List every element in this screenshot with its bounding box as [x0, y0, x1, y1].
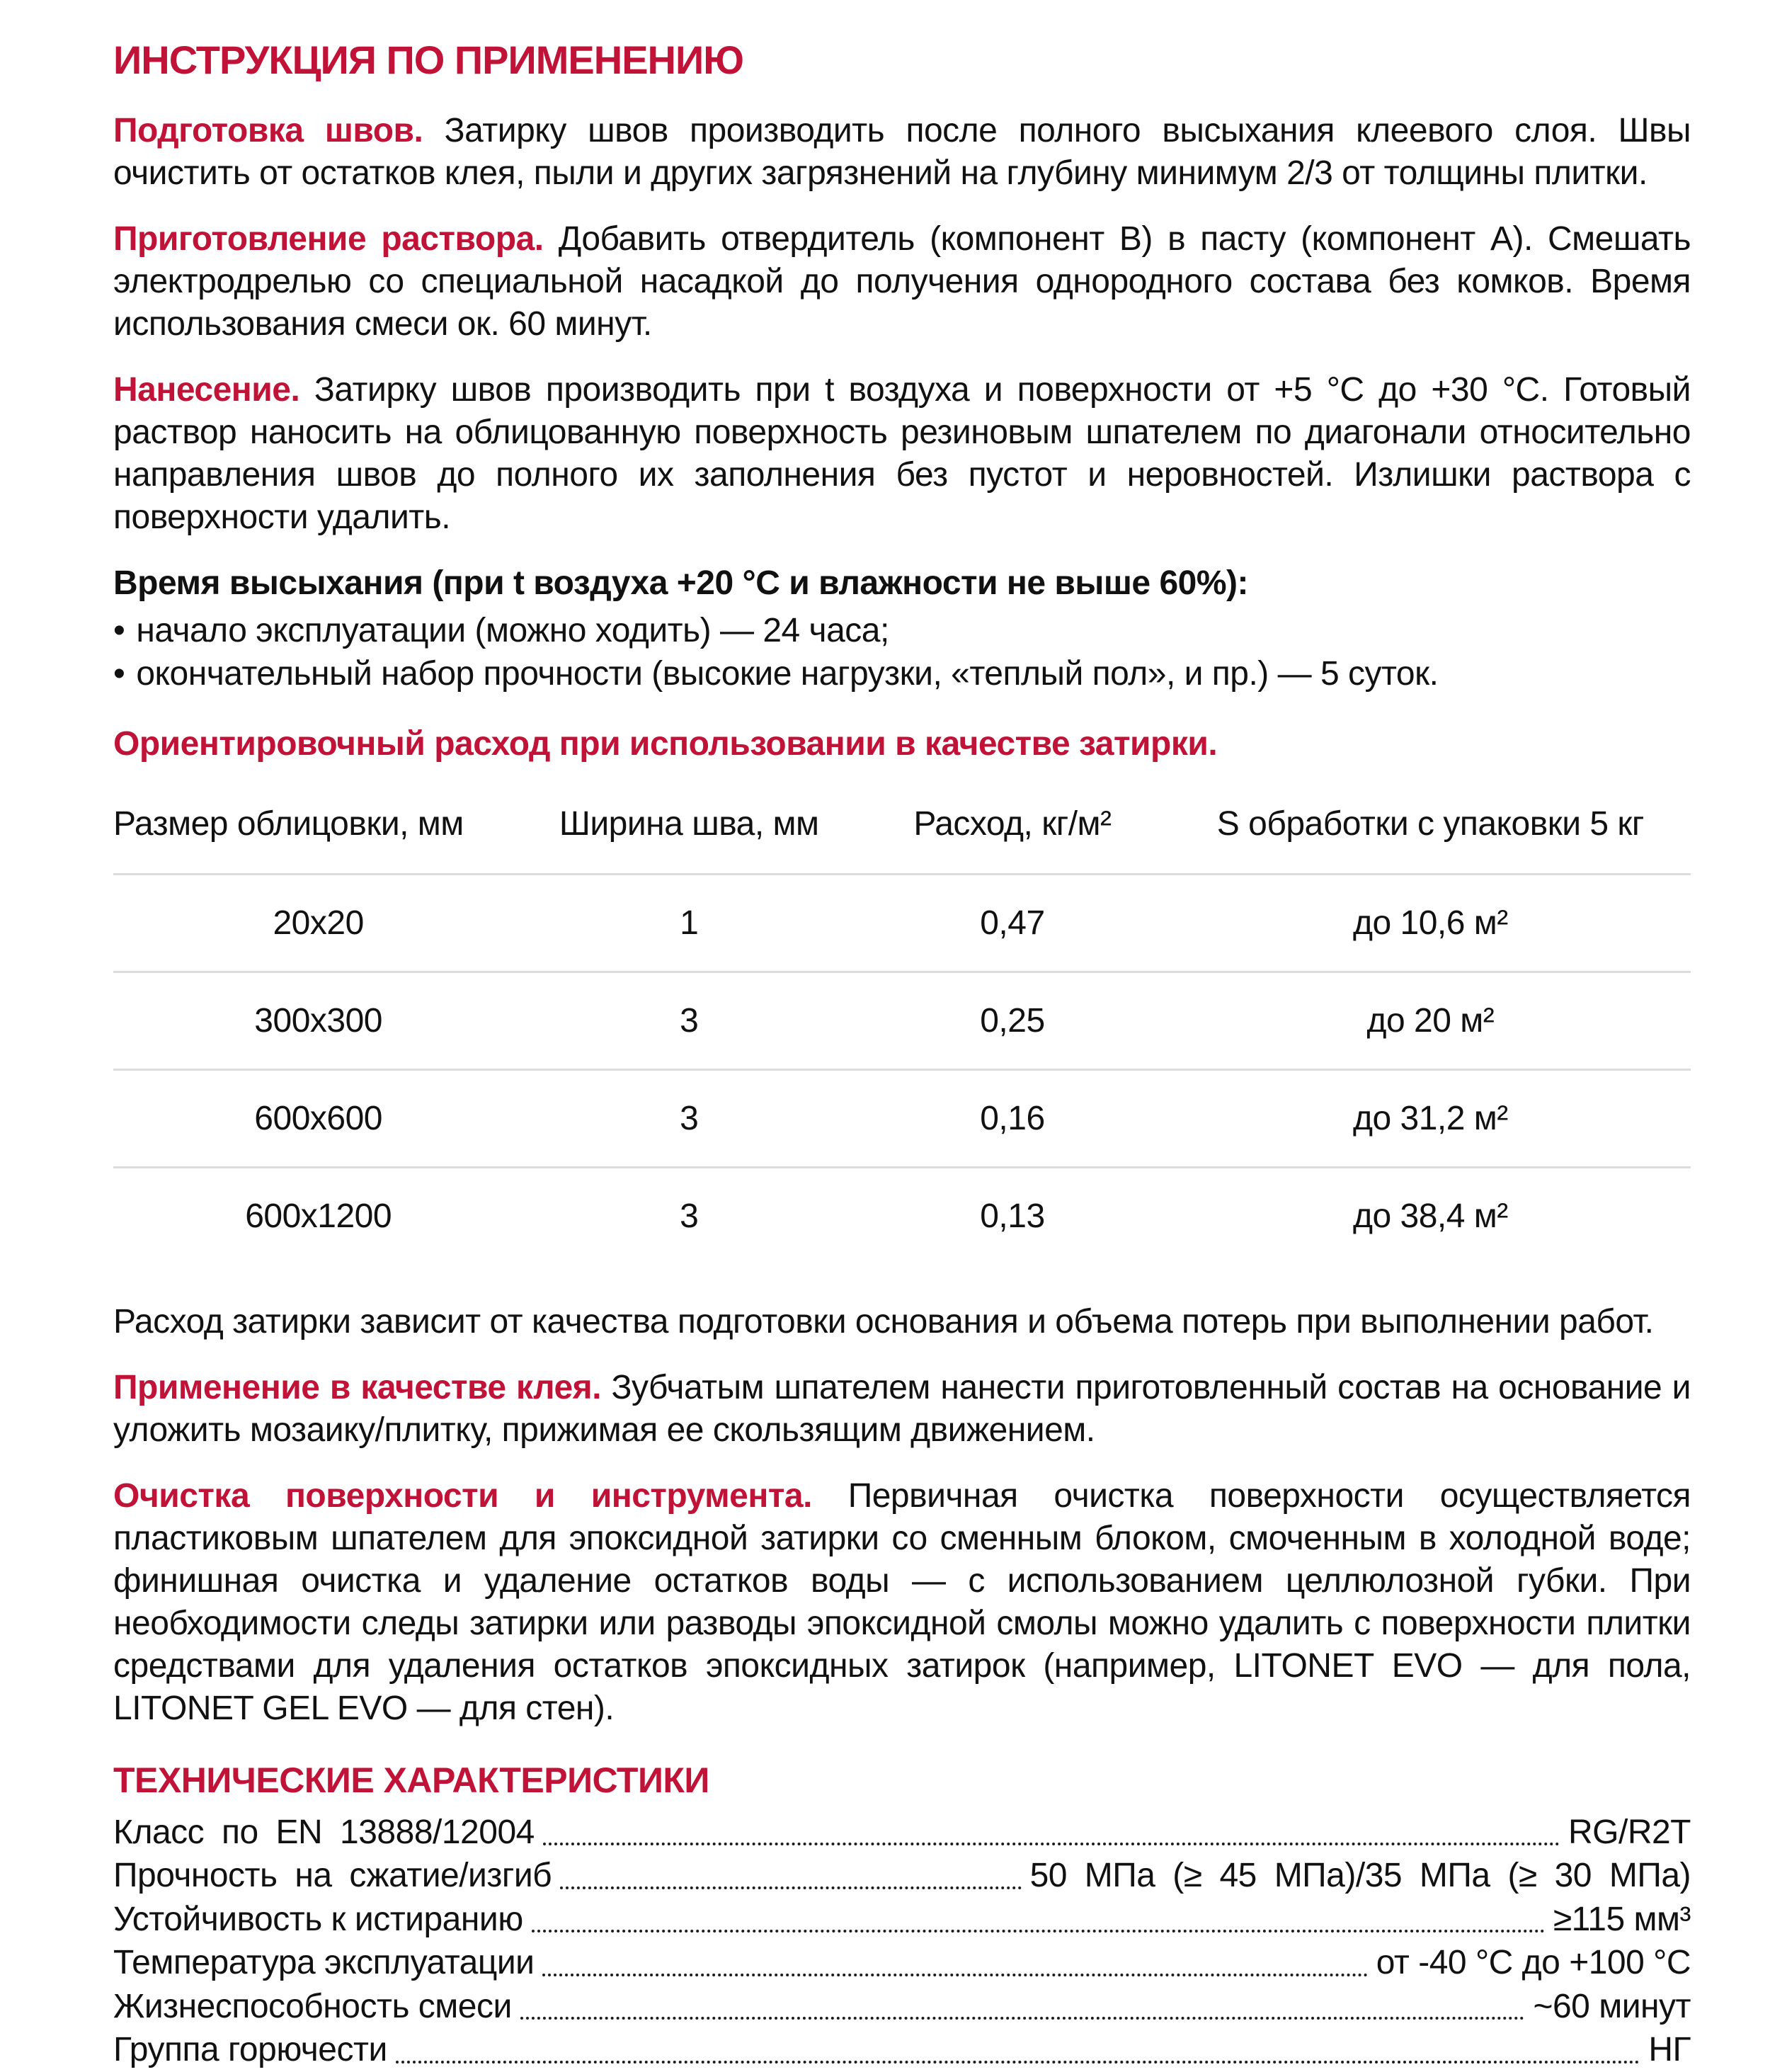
- consumption-note: Расход затирки зависит от качества подготовки основания и объема потерь при выполнении работ.: [113, 1302, 1654, 1340]
- paragraph-application: [113, 369, 1691, 539]
- dot-leader: [543, 1843, 1560, 1845]
- table-cell: 0,47: [980, 904, 1045, 942]
- page-title: ИНСТРУКЦИЯ ПО ПРИМЕНЕНИЮ: [113, 38, 743, 82]
- consumption-table: [113, 804, 1691, 1264]
- spec-label: Температура эксплуатации: [113, 1944, 535, 1982]
- spec-value: 50 МПа (≥ 45 МПа)/35 МПа (≥ 30 МПа): [1029, 1857, 1691, 1895]
- spec-value: ~60 минут: [1533, 1987, 1691, 2025]
- table-row: [113, 972, 1691, 1069]
- list-item: [113, 652, 1691, 695]
- header-cell-consumption: Расход, кг/м²: [913, 804, 1112, 843]
- bullet-icon: •: [113, 655, 125, 693]
- paragraph-lead: Нанесение.: [113, 371, 300, 409]
- dot-leader: [542, 1974, 1367, 1976]
- spec-row-flammability: [113, 2028, 1691, 2071]
- consumption-table-body: [113, 874, 1691, 1264]
- spec-label: Класс по EN 13888/12004: [113, 1813, 535, 1851]
- table-cell: 3: [680, 1001, 699, 1040]
- dot-leader: [560, 1886, 1021, 1889]
- table-row: [113, 874, 1691, 972]
- table-row: [113, 1167, 1691, 1264]
- drying-bullet-list: [113, 609, 1691, 696]
- spec-label: Жизнеспособность смеси: [113, 1987, 512, 2025]
- paragraph-text: Затирку швов производить после полного высыхания клеевого слоя. Швы очистить от остатков клея, пыли и других загрязнений на глубину минимум 2/3 от толщины плитки.: [113, 112, 1691, 192]
- spec-label: Группа горючести: [113, 2031, 387, 2069]
- table-cell: 3: [680, 1099, 699, 1137]
- table-cell: 600x600: [254, 1099, 382, 1137]
- dot-leader: [532, 1930, 1545, 1932]
- paragraph-cleaning: [113, 1475, 1691, 1730]
- header-row: [113, 804, 1691, 875]
- paragraph-text: Затирку швов производить при t воздуха и поверхности от +5 °C до +30 °C. Готовый раствор наносить на облицованную поверхность резиновым шпателем по диагонали относительно направления швов до полного их заполнения без пустот и неровностей. Излишки раствора с поверхности удалить.: [113, 371, 1691, 536]
- dot-leader: [520, 2017, 1525, 2020]
- drying-time-heading: Время высыхания (при t воздуха +20 °C и влажности не выше 60%):: [113, 564, 1248, 602]
- table-cell: до 31,2 м²: [1352, 1099, 1508, 1137]
- dot-leader: [396, 2061, 1640, 2064]
- table-cell: 1: [680, 904, 699, 942]
- consumption-table-head: [113, 804, 1691, 875]
- paragraph-text: Добавить отвердитель (компонент B) в пасту (компонент A). Смешать электродрелью со специальной насадкой до получения однородного состава без комков. Время использования смеси ок. 60 минут.: [113, 220, 1691, 343]
- spec-value: от -40 °C до +100 °C: [1376, 1944, 1691, 1982]
- spec-value: RG/R2T: [1568, 1813, 1691, 1851]
- paragraph-lead: Приготовление раствора.: [113, 220, 544, 258]
- spec-label: Устойчивость к истиранию: [113, 1900, 523, 1938]
- table-cell: до 38,4 м²: [1352, 1197, 1508, 1235]
- spec-value: ≥115 мм³: [1553, 1900, 1691, 1938]
- table-cell: 3: [680, 1197, 699, 1235]
- table-row: [113, 1069, 1691, 1167]
- spec-row-class: [113, 1811, 1691, 1854]
- spec-row-pot-life: [113, 1985, 1691, 2028]
- specs-list: [113, 1811, 1691, 2072]
- paragraph-joint-preparation: [113, 110, 1691, 195]
- table-cell: 600x1200: [245, 1197, 392, 1235]
- table-cell: 300x300: [254, 1001, 382, 1040]
- spec-row-temperature: [113, 1941, 1691, 1984]
- paragraph-use-as-adhesive: [113, 1367, 1691, 1452]
- table-cell: 0,13: [980, 1197, 1045, 1235]
- table-cell: 20x20: [273, 904, 364, 942]
- paragraph-lead: Подготовка швов.: [113, 112, 423, 149]
- specs-heading: ТЕХНИЧЕСКИЕ ХАРАКТЕРИСТИКИ: [113, 1760, 709, 1800]
- list-item-text: начало эксплуатации (можно ходить) — 24 часа;: [136, 612, 889, 649]
- list-item-text: окончательный набор прочности (высокие нагрузки, «теплый пол», и пр.) — 5 суток.: [136, 655, 1439, 693]
- header-cell-joint-width: Ширина шва, мм: [559, 804, 819, 843]
- table-cell: 0,25: [980, 1001, 1045, 1040]
- spec-row-strength: [113, 1854, 1691, 1897]
- spec-row-abrasion: [113, 1898, 1691, 1941]
- table-cell: до 20 м²: [1366, 1001, 1495, 1040]
- spec-label: Прочность на сжатие/изгиб: [113, 1857, 552, 1895]
- consumption-heading: Ориентировочный расход при использовании в качестве затирки.: [113, 724, 1218, 763]
- header-cell-tile-size: Размер облицовки, мм: [113, 804, 464, 843]
- paragraph-text: Зубчатым шпателем нанести приготовленный состав на основание и уложить мозаику/плитку, прижимая ее скользящим движением.: [113, 1368, 1691, 1449]
- table-cell: 0,16: [980, 1099, 1045, 1137]
- list-item: [113, 609, 1691, 652]
- paragraph-mix-preparation: [113, 218, 1691, 346]
- paragraph-text: Первичная очистка поверхности осуществляется пластиковым шпателем для эпоксидной затирки со сменным блоком, смоченным в холодной воде; финишная очистка и удаление остатков воды — с использованием целлюлозной губки. При необходимости следы затирки или разводы эпоксидной смолы можно удалить с поверхности плитки средствами для удаления остатков эпоксидных затирок (например, LITONET EVO — для пола, LITONET GEL EVO — для стен).: [113, 1476, 1691, 1727]
- paragraph-lead: Применение в качестве клея.: [113, 1368, 602, 1406]
- table-cell: до 10,6 м²: [1352, 904, 1508, 942]
- bullet-icon: •: [113, 612, 125, 649]
- spec-value: НГ: [1648, 2031, 1691, 2069]
- paragraph-lead: Очистка поверхности и инструмента.: [113, 1476, 812, 1515]
- header-cell-coverage: S обработки с упаковки 5 кг: [1216, 804, 1644, 843]
